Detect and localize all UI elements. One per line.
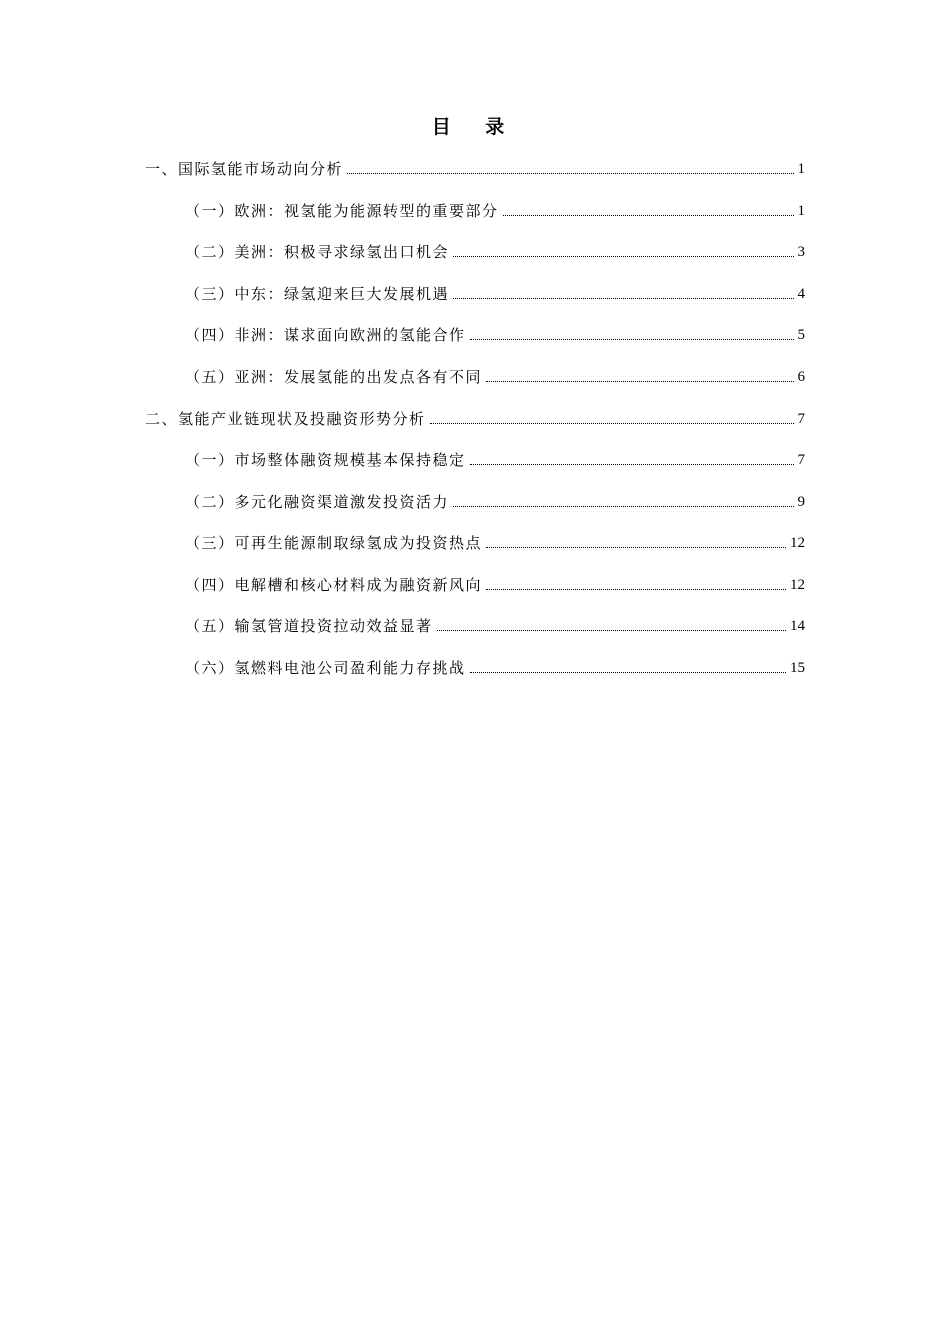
toc-entry-page: 7 <box>797 452 805 468</box>
dot-leader <box>470 672 786 673</box>
dot-leader <box>486 547 786 548</box>
toc-entry-page: 9 <box>797 494 805 510</box>
dot-leader <box>486 381 793 382</box>
toc-entry-label: 二、氢能产业链现状及投融资形势分析 <box>145 410 426 428</box>
toc-entry-page: 7 <box>797 411 805 427</box>
toc-entry-label: 一、国际氢能市场动向分析 <box>145 160 344 178</box>
toc-title: 目 录 <box>431 116 519 138</box>
dot-leader <box>470 339 794 340</box>
dot-leader <box>470 464 794 465</box>
dot-leader <box>347 173 793 174</box>
toc-entry-page: 14 <box>790 618 805 634</box>
toc-entry-page: 15 <box>790 660 805 676</box>
toc-entry-label: （一）市场整体融资规模基本保持稳定 <box>185 451 466 469</box>
toc-entry-label: （二）多元化融资渠道激发投资活力 <box>185 493 450 511</box>
toc-entry-label: （二）美洲：积极寻求绿氢出口机会 <box>185 243 450 261</box>
dot-leader <box>453 506 793 507</box>
toc-entry-page: 3 <box>797 244 805 260</box>
toc-entry-page: 12 <box>790 535 805 551</box>
toc-entry-page: 1 <box>797 161 805 177</box>
toc-entry-label: （五）输氢管道投资拉动效益显著 <box>185 617 433 635</box>
toc-entry-page: 1 <box>797 203 805 219</box>
toc-entry-section-2-5[interactable] <box>185 609 805 637</box>
toc-entry-label: （三）可再生能源制取绿氢成为投资热点 <box>185 534 483 552</box>
toc-entry-section-2-2[interactable] <box>185 485 805 513</box>
toc-entry-label: （一）欧洲：视氢能为能源转型的重要部分 <box>185 202 499 220</box>
toc-entry-section-1-5[interactable] <box>185 360 805 388</box>
dot-leader <box>503 215 794 216</box>
toc-entry-label: （三）中东：绿氢迎来巨大发展机遇 <box>185 285 450 303</box>
dot-leader <box>453 298 793 299</box>
dot-leader <box>453 256 793 257</box>
toc-entry-label: （四）非洲：谋求面向欧洲的氢能合作 <box>185 326 466 344</box>
toc-entry-page: 5 <box>797 327 805 343</box>
toc-entry-label: （五）亚洲：发展氢能的出发点各有不同 <box>185 368 483 386</box>
toc-entry-section-1-1[interactable] <box>185 194 805 222</box>
toc-entry-page: 4 <box>797 286 805 302</box>
toc-entry-section-2-4[interactable] <box>185 568 805 596</box>
toc-entry-label: （四）电解槽和核心材料成为融资新风向 <box>185 576 483 594</box>
dot-leader <box>430 423 794 424</box>
toc-entry-section-1-3[interactable] <box>185 277 805 305</box>
toc-entry-section-1-4[interactable] <box>185 318 805 346</box>
dot-leader <box>486 589 786 590</box>
toc-entry-section-2[interactable] <box>145 402 805 430</box>
toc-entry-label: （六）氢燃料电池公司盈利能力存挑战 <box>185 659 466 677</box>
toc-entry-section-1[interactable] <box>145 152 805 180</box>
toc-entry-section-2-1[interactable] <box>185 443 805 471</box>
toc-entry-page: 12 <box>790 577 805 593</box>
toc-entry-section-1-2[interactable] <box>185 235 805 263</box>
dot-leader <box>437 630 786 631</box>
toc-entry-section-2-6[interactable] <box>185 651 805 679</box>
toc-entry-page: 6 <box>797 369 805 385</box>
toc-entry-section-2-3[interactable] <box>185 526 805 554</box>
